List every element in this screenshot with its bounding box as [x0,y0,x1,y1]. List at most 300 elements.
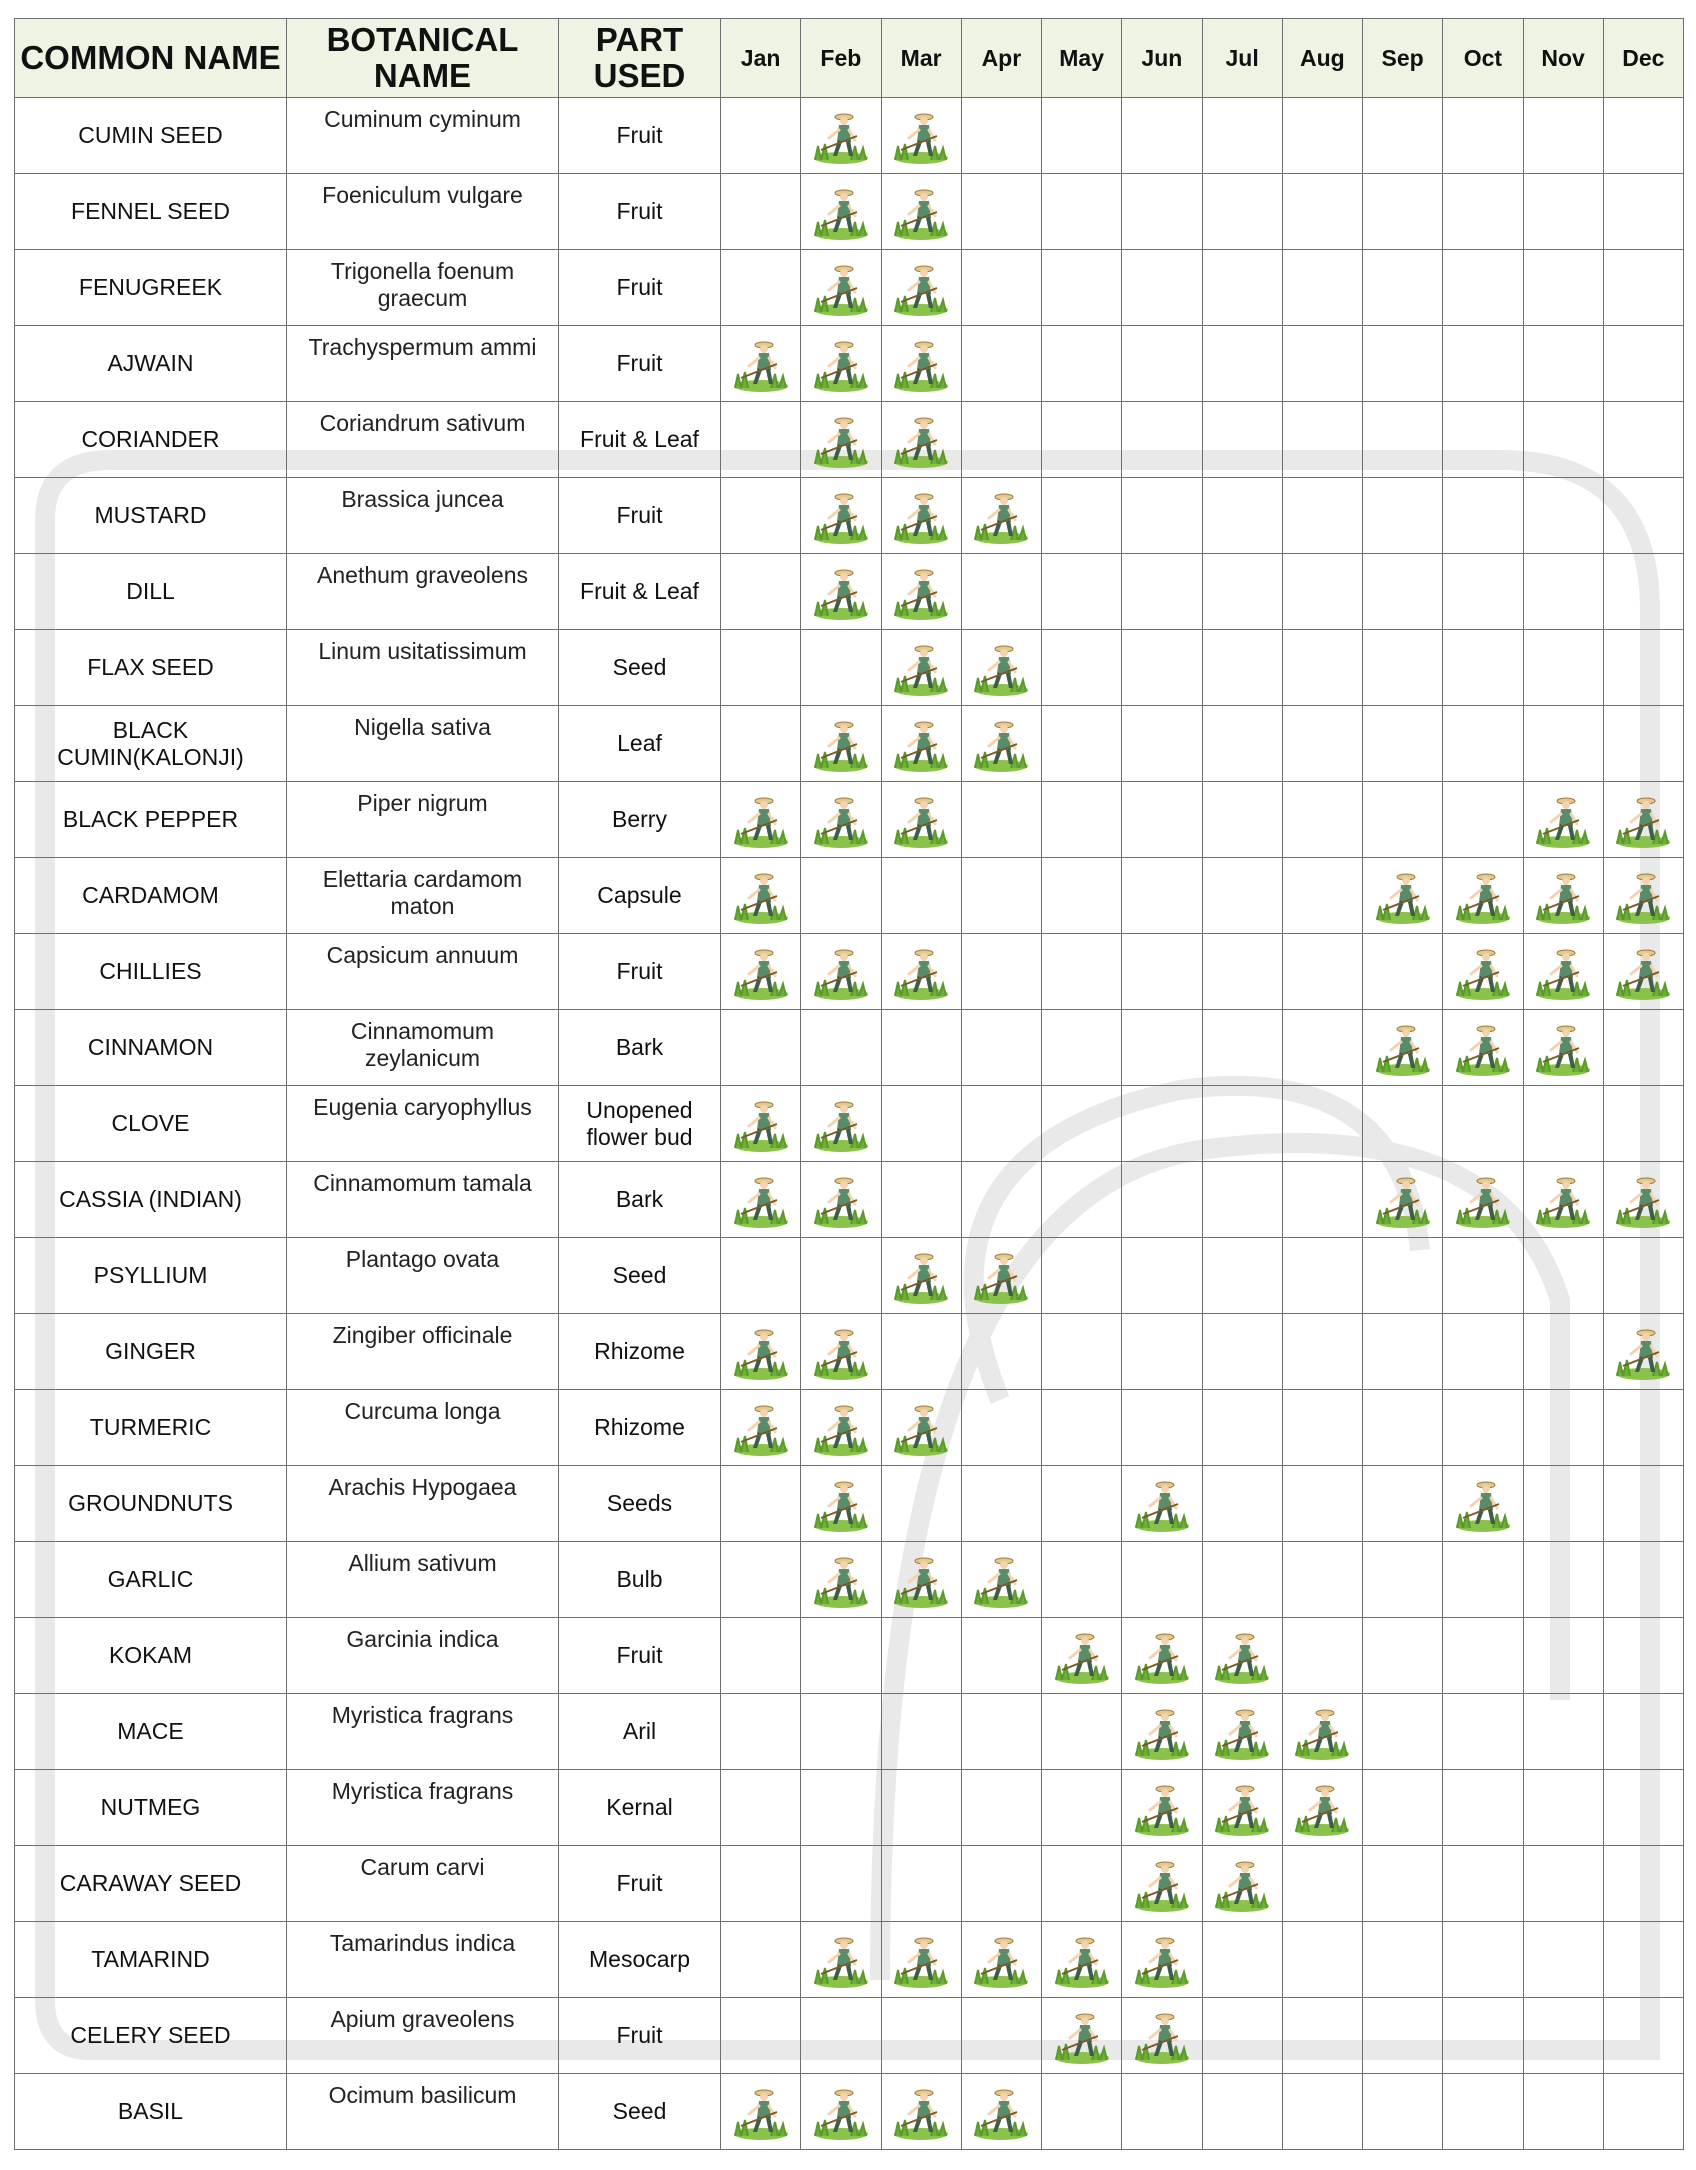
month-cell-jan [721,250,801,326]
month-cell-nov [1523,1922,1603,1998]
month-cell-nov [1523,98,1603,174]
month-cell-nov [1523,478,1603,554]
month-cell-may [1042,174,1122,250]
month-cell-nov [1523,1770,1603,1846]
month-cell-aug [1282,250,1362,326]
month-cell-dec [1603,554,1683,630]
month-cell-sep [1363,1694,1443,1770]
farmer-harvesting-icon [801,790,880,850]
month-cell-dec [1603,1010,1683,1086]
month-cell-mar [881,1466,961,1542]
month-cell-dec [1603,1086,1683,1162]
farmer-harvesting-icon [801,334,880,394]
farmer-harvesting-icon [882,1550,961,1610]
month-cell-sep [1363,98,1443,174]
month-cell-dec [1603,1922,1683,1998]
farmer-harvesting-icon [1524,942,1603,1002]
botanical-name-cell: Tamarindus indica [287,1922,559,1998]
month-cell-jun [1122,1466,1202,1542]
month-cell-feb [801,1542,881,1618]
month-cell-oct [1443,250,1523,326]
part-used-cell: Leaf [559,706,721,782]
common-name-cell: CARDAMOM [15,858,287,934]
month-cell-nov [1523,1846,1603,1922]
common-name-cell: TURMERIC [15,1390,287,1466]
month-cell-may [1042,1998,1122,2074]
month-cell-jul [1202,934,1282,1010]
month-cell-feb [801,250,881,326]
month-cell-jun [1122,478,1202,554]
farmer-harvesting-icon [1122,1778,1201,1838]
farmer-harvesting-icon [1042,1626,1121,1686]
month-cell-apr [961,402,1041,478]
month-cell-apr [961,2074,1041,2150]
month-cell-nov [1523,250,1603,326]
part-used-header: PART USED [559,19,721,98]
farmer-harvesting-icon [801,1550,880,1610]
farmer-harvesting-icon [801,1474,880,1534]
part-used-cell: Fruit [559,934,721,1010]
table-row [15,1314,1684,1390]
table-row [15,934,1684,1010]
month-cell-jun [1122,1922,1202,1998]
month-cell-may [1042,1010,1122,1086]
month-cell-feb [801,1922,881,1998]
farmer-harvesting-icon [882,1930,961,1990]
farmer-harvesting-icon [801,1930,880,1990]
month-cell-jul [1202,2074,1282,2150]
month-cell-jul [1202,1922,1282,1998]
month-cell-may [1042,630,1122,706]
month-cell-sep [1363,1846,1443,1922]
month-cell-apr [961,934,1041,1010]
farmer-harvesting-icon [1283,1702,1362,1762]
farmer-harvesting-icon [962,486,1041,546]
month-cell-feb [801,1466,881,1542]
month-cell-mar [881,1694,961,1770]
month-cell-may [1042,706,1122,782]
month-header-sep: Sep [1363,19,1443,98]
month-cell-mar [881,934,961,1010]
farmer-harvesting-icon [1443,1170,1522,1230]
month-cell-nov [1523,554,1603,630]
month-cell-sep [1363,1922,1443,1998]
month-cell-sep [1363,1390,1443,1466]
part-used-cell: Fruit [559,1618,721,1694]
month-cell-oct [1443,326,1523,402]
table-row [15,1390,1684,1466]
common-name-cell: CLOVE [15,1086,287,1162]
month-cell-nov [1523,782,1603,858]
month-cell-may [1042,1770,1122,1846]
month-cell-dec [1603,1694,1683,1770]
farmer-harvesting-icon [1203,1626,1282,1686]
farmer-harvesting-icon [1604,1170,1683,1230]
common-name-cell: PSYLLIUM [15,1238,287,1314]
month-cell-apr [961,1086,1041,1162]
month-cell-nov [1523,858,1603,934]
month-cell-jun [1122,934,1202,1010]
month-cell-sep [1363,782,1443,858]
botanical-name-cell: Cinnamomum zeylanicum [287,1010,559,1086]
spice-harvest-calendar-table [14,18,1684,2150]
botanical-name-cell: Allium sativum [287,1542,559,1618]
common-name-cell: BASIL [15,2074,287,2150]
month-cell-nov [1523,1998,1603,2074]
month-cell-dec [1603,1618,1683,1694]
month-cell-may [1042,554,1122,630]
farmer-harvesting-icon [1203,1702,1282,1762]
month-cell-apr [961,1162,1041,1238]
month-cell-dec [1603,1542,1683,1618]
month-cell-jun [1122,706,1202,782]
month-cell-apr [961,1238,1041,1314]
table-row [15,706,1684,782]
month-cell-may [1042,250,1122,326]
common-name-cell: AJWAIN [15,326,287,402]
farmer-harvesting-icon [962,2082,1041,2142]
month-cell-mar [881,1086,961,1162]
month-cell-jan [721,1466,801,1542]
month-cell-jun [1122,1618,1202,1694]
month-cell-jun [1122,782,1202,858]
month-cell-mar [881,2074,961,2150]
table-row [15,402,1684,478]
month-cell-oct [1443,1846,1523,1922]
table-row [15,250,1684,326]
farmer-harvesting-icon [721,1398,800,1458]
botanical-name-cell: Piper nigrum [287,782,559,858]
farmer-harvesting-icon [1283,1778,1362,1838]
farmer-harvesting-icon [721,2082,800,2142]
month-cell-aug [1282,1086,1362,1162]
farmer-harvesting-icon [1363,866,1442,926]
farmer-harvesting-icon [962,638,1041,698]
farmer-harvesting-icon [962,1930,1041,1990]
farmer-harvesting-icon [882,638,961,698]
month-cell-sep [1363,478,1443,554]
table-row [15,1162,1684,1238]
month-cell-feb [801,934,881,1010]
month-cell-aug [1282,1010,1362,1086]
common-name-cell: KOKAM [15,1618,287,1694]
month-cell-jan [721,1694,801,1770]
month-cell-sep [1363,1162,1443,1238]
month-cell-mar [881,1314,961,1390]
part-used-cell: Unopened flower bud [559,1086,721,1162]
month-cell-may [1042,1694,1122,1770]
month-cell-dec [1603,326,1683,402]
month-cell-sep [1363,1314,1443,1390]
botanical-name-cell: Curcuma longa [287,1390,559,1466]
part-used-cell: Rhizome [559,1390,721,1466]
month-cell-apr [961,706,1041,782]
month-cell-nov [1523,1010,1603,1086]
month-cell-jan [721,706,801,782]
farmer-harvesting-icon [962,1550,1041,1610]
month-cell-feb [801,2074,881,2150]
month-cell-jan [721,2074,801,2150]
month-cell-sep [1363,326,1443,402]
month-cell-jul [1202,858,1282,934]
month-cell-mar [881,630,961,706]
common-name-cell: CELERY SEED [15,1998,287,2074]
farmer-harvesting-icon [1524,790,1603,850]
month-cell-jun [1122,554,1202,630]
month-cell-apr [961,554,1041,630]
month-cell-nov [1523,706,1603,782]
farmer-harvesting-icon [882,790,961,850]
month-cell-mar [881,858,961,934]
farmer-harvesting-icon [721,334,800,394]
month-cell-may [1042,478,1122,554]
botanical-name-cell: Apium graveolens [287,1998,559,2074]
farmer-harvesting-icon [882,106,961,166]
month-cell-apr [961,1770,1041,1846]
common-name-cell: FENUGREEK [15,250,287,326]
month-cell-may [1042,1162,1122,1238]
farmer-harvesting-icon [1122,1474,1201,1534]
month-cell-jul [1202,1770,1282,1846]
botanical-name-cell: Coriandrum sativum [287,402,559,478]
table-row [15,1618,1684,1694]
month-cell-sep [1363,174,1443,250]
month-cell-oct [1443,1314,1523,1390]
month-cell-sep [1363,250,1443,326]
table-row [15,1694,1684,1770]
month-cell-feb [801,174,881,250]
farmer-harvesting-icon [882,182,961,242]
month-cell-aug [1282,706,1362,782]
month-cell-sep [1363,554,1443,630]
month-cell-mar [881,706,961,782]
month-cell-may [1042,934,1122,1010]
month-cell-aug [1282,1922,1362,1998]
part-used-cell: Bark [559,1010,721,1086]
month-cell-jul [1202,1162,1282,1238]
month-cell-mar [881,326,961,402]
farmer-harvesting-icon [1524,1018,1603,1078]
month-cell-may [1042,1922,1122,1998]
month-cell-apr [961,1846,1041,1922]
botanical-name-cell: Plantago ovata [287,1238,559,1314]
farmer-harvesting-icon [801,562,880,622]
month-cell-oct [1443,478,1523,554]
farmer-harvesting-icon [721,866,800,926]
month-cell-dec [1603,1846,1683,1922]
month-cell-aug [1282,2074,1362,2150]
month-header-jun: Jun [1122,19,1202,98]
month-cell-dec [1603,2074,1683,2150]
month-cell-aug [1282,1238,1362,1314]
month-cell-nov [1523,1390,1603,1466]
month-cell-dec [1603,402,1683,478]
part-used-cell: Mesocarp [559,1922,721,1998]
month-cell-feb [801,402,881,478]
farmer-harvesting-icon [882,714,961,774]
part-used-cell: Fruit & Leaf [559,554,721,630]
month-cell-jul [1202,478,1282,554]
farmer-harvesting-icon [1604,942,1683,1002]
month-cell-feb [801,1162,881,1238]
month-cell-jun [1122,1238,1202,1314]
month-cell-dec [1603,934,1683,1010]
farmer-harvesting-icon [721,790,800,850]
month-cell-feb [801,630,881,706]
farmer-harvesting-icon [1524,1170,1603,1230]
month-cell-sep [1363,630,1443,706]
month-cell-may [1042,98,1122,174]
month-cell-nov [1523,1542,1603,1618]
month-cell-jun [1122,1542,1202,1618]
farmer-harvesting-icon [1604,790,1683,850]
farmer-harvesting-icon [1122,1626,1201,1686]
month-cell-jun [1122,98,1202,174]
month-cell-jan [721,326,801,402]
month-cell-mar [881,1390,961,1466]
table-row [15,1998,1684,2074]
farmer-harvesting-icon [1443,942,1522,1002]
month-cell-sep [1363,1010,1443,1086]
common-name-cell: CASSIA (INDIAN) [15,1162,287,1238]
month-cell-mar [881,782,961,858]
month-cell-mar [881,1770,961,1846]
month-cell-aug [1282,1542,1362,1618]
month-cell-sep [1363,1542,1443,1618]
month-cell-oct [1443,402,1523,478]
farmer-harvesting-icon [1443,1474,1522,1534]
farmer-harvesting-icon [1122,1930,1201,1990]
month-cell-mar [881,1010,961,1086]
month-cell-dec [1603,1238,1683,1314]
farmer-harvesting-icon [1363,1018,1442,1078]
month-cell-aug [1282,630,1362,706]
month-cell-mar [881,250,961,326]
month-cell-jan [721,98,801,174]
month-header-dec: Dec [1603,19,1683,98]
month-cell-jan [721,1390,801,1466]
month-cell-may [1042,2074,1122,2150]
common-name-cell: CHILLIES [15,934,287,1010]
month-cell-dec [1603,630,1683,706]
month-cell-apr [961,1922,1041,1998]
farmer-harvesting-icon [801,942,880,1002]
farmer-harvesting-icon [801,714,880,774]
farmer-harvesting-icon [801,1322,880,1382]
part-used-cell: Kernal [559,1770,721,1846]
common-name-cell: CARAWAY SEED [15,1846,287,1922]
farmer-harvesting-icon [1524,866,1603,926]
month-cell-apr [961,174,1041,250]
month-cell-feb [801,1010,881,1086]
month-cell-jun [1122,1998,1202,2074]
month-cell-may [1042,1390,1122,1466]
part-used-cell: Fruit [559,326,721,402]
botanical-name-cell: Anethum graveolens [287,554,559,630]
month-cell-jul [1202,250,1282,326]
botanical-name-cell: Linum usitatissimum [287,630,559,706]
month-cell-feb [801,326,881,402]
month-cell-aug [1282,934,1362,1010]
month-cell-oct [1443,1542,1523,1618]
month-header-jul: Jul [1202,19,1282,98]
farmer-harvesting-icon [882,410,961,470]
month-cell-mar [881,174,961,250]
botanical-name-cell: Zingiber officinale [287,1314,559,1390]
month-cell-may [1042,402,1122,478]
month-cell-feb [801,1998,881,2074]
common-name-cell: CUMIN SEED [15,98,287,174]
month-cell-jan [721,630,801,706]
farmer-harvesting-icon [801,2082,880,2142]
month-cell-aug [1282,402,1362,478]
month-cell-apr [961,1998,1041,2074]
farmer-harvesting-icon [721,1322,800,1382]
month-cell-dec [1603,1466,1683,1542]
month-cell-feb [801,1770,881,1846]
month-cell-aug [1282,1846,1362,1922]
month-cell-jan [721,1998,801,2074]
month-cell-apr [961,630,1041,706]
month-cell-mar [881,1998,961,2074]
table-row [15,1238,1684,1314]
month-cell-feb [801,1846,881,1922]
month-cell-apr [961,250,1041,326]
month-cell-oct [1443,98,1523,174]
part-used-cell: Fruit [559,98,721,174]
month-cell-nov [1523,1162,1603,1238]
month-cell-jan [721,1922,801,1998]
farmer-harvesting-icon [882,334,961,394]
month-cell-jul [1202,554,1282,630]
month-cell-apr [961,782,1041,858]
common-name-cell: CORIANDER [15,402,287,478]
month-cell-jan [721,1542,801,1618]
month-cell-oct [1443,858,1523,934]
common-name-cell: GARLIC [15,1542,287,1618]
month-cell-apr [961,478,1041,554]
month-cell-jul [1202,782,1282,858]
month-cell-jun [1122,174,1202,250]
month-cell-apr [961,1466,1041,1542]
botanical-name-cell: Carum carvi [287,1846,559,1922]
month-cell-jan [721,1162,801,1238]
farmer-harvesting-icon [1122,1702,1201,1762]
month-cell-jun [1122,2074,1202,2150]
farmer-harvesting-icon [882,1246,961,1306]
month-cell-may [1042,1238,1122,1314]
farmer-harvesting-icon [1203,1854,1282,1914]
month-cell-mar [881,402,961,478]
month-cell-aug [1282,1162,1362,1238]
month-cell-apr [961,326,1041,402]
month-cell-jul [1202,1998,1282,2074]
farmer-harvesting-icon [882,486,961,546]
month-cell-oct [1443,1390,1523,1466]
month-cell-sep [1363,934,1443,1010]
month-cell-aug [1282,1390,1362,1466]
month-cell-jan [721,402,801,478]
month-cell-jul [1202,1238,1282,1314]
month-cell-feb [801,782,881,858]
month-cell-jun [1122,1770,1202,1846]
month-cell-apr [961,1314,1041,1390]
month-cell-dec [1603,706,1683,782]
table-row [15,1466,1684,1542]
month-cell-mar [881,1846,961,1922]
month-cell-jun [1122,1694,1202,1770]
table-row [15,98,1684,174]
